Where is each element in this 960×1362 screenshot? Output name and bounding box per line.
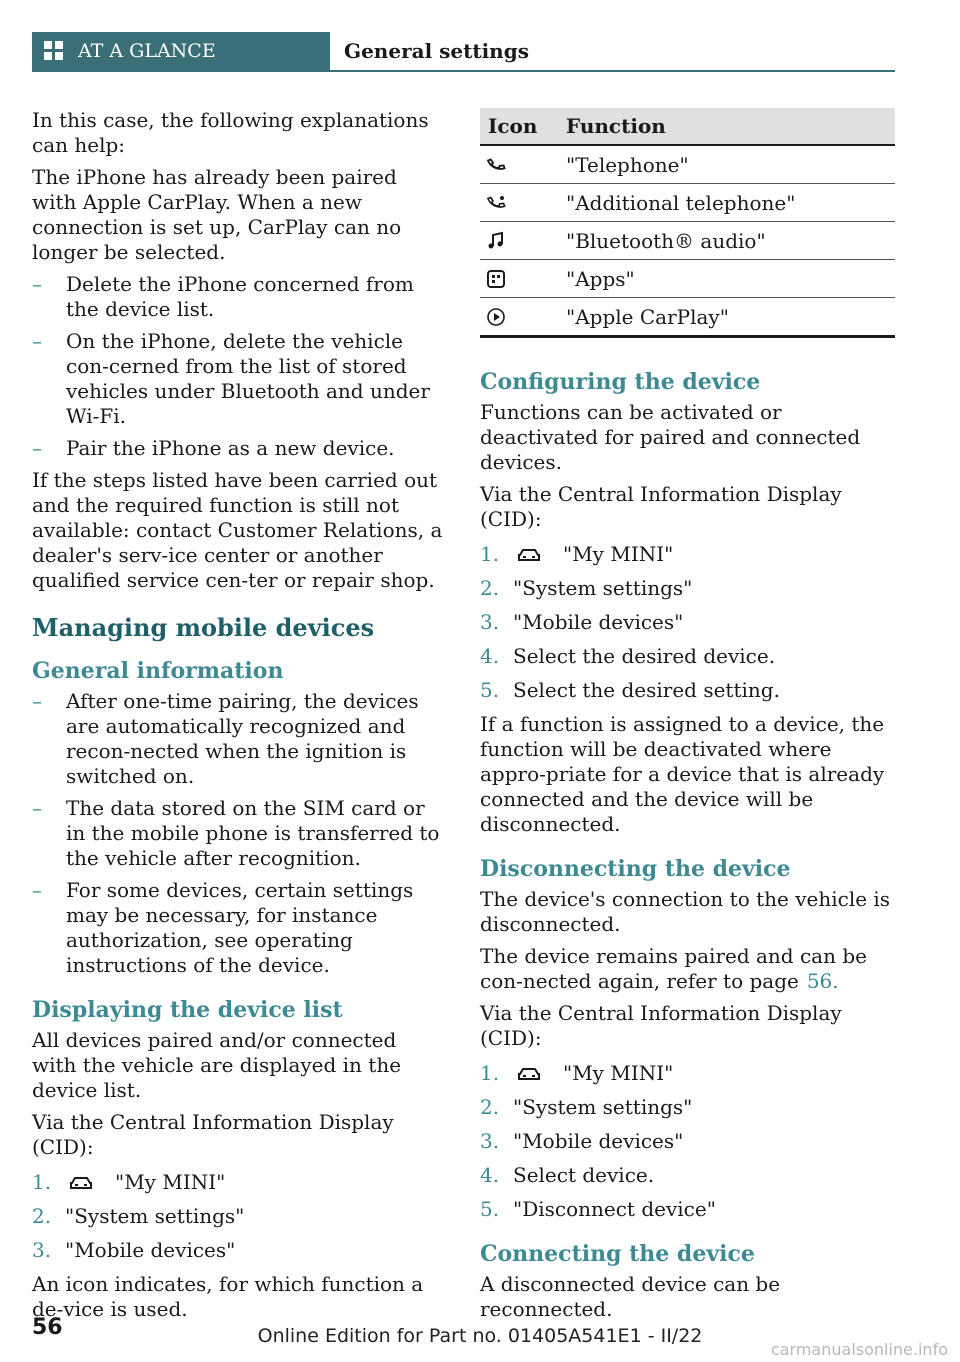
step-text: "Mobile devices" — [65, 1238, 236, 1262]
body-paragraph: If the steps listed have been carried out and the required function is still not available: contact Customer Relations, a dealer's serv‐ice center or another qualified service cen‐ter or repair shop. — [32, 468, 443, 592]
step-item — [480, 542, 895, 567]
step-number: 1. — [480, 542, 500, 566]
list-item: – Delete the iPhone concerned from the device list. — [32, 272, 447, 322]
step-text: "System settings" — [513, 1095, 693, 1119]
step-text: "My MINI" — [563, 542, 674, 566]
icon-function-table — [480, 108, 895, 338]
step-text: "My MINI" — [563, 1061, 674, 1085]
table-row — [480, 260, 895, 298]
body-paragraph: Via the Central Information Display (CID): — [480, 482, 842, 531]
edition-footer: Online Edition for Part no. 01405A541E1 - II/22 — [257, 1325, 703, 1347]
right-column — [480, 350, 895, 1329]
step-item — [480, 1129, 895, 1154]
subsection-heading: Connecting the device — [480, 1241, 755, 1267]
list-item: – For some devices, certain settings may be necessary, for instance authorization, see operating instructions of the device. — [32, 878, 447, 978]
step-item — [480, 644, 895, 669]
music-note-icon — [480, 222, 558, 260]
body-paragraph: Via the Central Information Display (CID): — [480, 1001, 842, 1050]
body-text: The device remains paired and can be con‐nected again, refer to page — [480, 944, 867, 993]
step-item — [32, 1238, 447, 1263]
car-icon — [517, 1067, 541, 1081]
body-paragraph: All devices paired and/or connected with the vehicle are displayed in the device list. — [32, 1028, 402, 1102]
left-column — [32, 108, 447, 1329]
list-item: – On the iPhone, delete the vehicle con‐cerned from the list of stored vehicles under Bluetooth and under Wi-Fi. — [32, 329, 447, 429]
step-text: "Disconnect device" — [513, 1197, 716, 1221]
additional-phone-icon — [480, 184, 558, 222]
step-number: 5. — [480, 678, 500, 702]
step-number: 4. — [480, 1163, 500, 1187]
function-cell: "Bluetooth® audio" — [558, 222, 895, 260]
step-item — [480, 1163, 895, 1188]
section-tab — [32, 32, 330, 70]
subsection-heading: Configuring the device — [480, 369, 761, 395]
body-paragraph: The device's connection to the vehicle is disconnected. — [480, 887, 891, 936]
config-steps — [480, 542, 895, 703]
apps-icon — [480, 260, 558, 298]
function-cell: "Apple CarPlay" — [558, 298, 895, 337]
step-text: "My MINI" — [115, 1170, 226, 1194]
page-number: 56 — [32, 1315, 63, 1340]
step-text: "Mobile devices" — [513, 610, 684, 634]
grid-icon — [44, 41, 64, 61]
step-number: 1. — [32, 1170, 52, 1194]
step-text: Select the desired setting. — [513, 678, 780, 702]
step-text: Select device. — [513, 1163, 655, 1187]
function-cell: "Apps" — [558, 260, 895, 298]
body-paragraph: Via the Central Information Display (CID): — [32, 1110, 394, 1159]
step-text: "System settings" — [65, 1204, 245, 1228]
step-number: 3. — [480, 610, 500, 634]
section-heading: Managing mobile devices — [32, 613, 375, 642]
step-item — [480, 576, 895, 601]
subsection-heading: Displaying the device list — [32, 997, 343, 1023]
chapter-title: General settings — [344, 39, 529, 63]
step-number: 4. — [480, 644, 500, 668]
step-number: 2. — [32, 1204, 52, 1228]
display-steps — [32, 1170, 447, 1263]
function-cell: "Telephone" — [558, 145, 895, 184]
step-item — [32, 1170, 447, 1195]
list-item: – After one-time pairing, the devices are automatically recognized and recon‐nected when the ignition is switched on. — [32, 689, 447, 789]
section-label: AT A GLANCE — [78, 40, 216, 62]
page-header — [32, 32, 895, 72]
step-number: 3. — [32, 1238, 52, 1262]
step-number: 2. — [480, 1095, 500, 1119]
table-row — [480, 298, 895, 337]
troubleshoot-list — [32, 272, 447, 461]
general-info-list — [32, 689, 447, 978]
table-row — [480, 184, 895, 222]
step-text: "System settings" — [513, 576, 693, 600]
step-number: 5. — [480, 1197, 500, 1221]
table-header-row — [480, 108, 895, 145]
step-number: 1. — [480, 1061, 500, 1085]
table-row — [480, 145, 895, 184]
intro-paragraph: The iPhone has already been paired with Apple CarPlay. When a new connection is set up, CarPlay can no longer be selected. — [32, 165, 402, 264]
phone-icon — [480, 145, 558, 184]
disconnect-steps — [480, 1061, 895, 1222]
body-paragraph: An icon indicates, for which function a de‐vice is used. — [32, 1272, 424, 1321]
subsection-heading: General information — [32, 658, 284, 684]
carplay-icon — [480, 298, 558, 337]
list-item: – The data stored on the SIM card or in the mobile phone is transferred to the vehicle after recognition. — [32, 796, 447, 871]
step-item — [480, 1197, 895, 1222]
car-icon — [69, 1176, 93, 1190]
page-reference-link[interactable]: 56. — [806, 969, 839, 993]
table-row — [480, 222, 895, 260]
function-cell: "Additional telephone" — [558, 184, 895, 222]
body-paragraph: If a function is assigned to a device, the function will be deactivated where appro‐priate for a device that is already connected and the device will be disconnected. — [480, 712, 885, 836]
body-paragraph: Functions can be activated or deactivated for paired and connected devices. — [480, 400, 861, 474]
step-item — [480, 1061, 895, 1086]
step-number: 2. — [480, 576, 500, 600]
list-item: – Pair the iPhone as a new device. — [32, 436, 447, 461]
column-header-icon: Icon — [480, 108, 558, 145]
step-number: 3. — [480, 1129, 500, 1153]
step-item — [480, 1095, 895, 1120]
column-header-function: Function — [558, 108, 895, 145]
watermark: carmanualsonline.info — [770, 1340, 948, 1359]
step-item — [32, 1204, 447, 1229]
subsection-heading: Disconnecting the device — [480, 856, 791, 882]
body-paragraph: A disconnected device can be reconnected. — [480, 1272, 781, 1321]
body-paragraph — [480, 944, 895, 994]
intro-paragraph: In this case, the following explanations can help: — [32, 108, 429, 157]
car-icon — [517, 548, 541, 562]
step-text: "Mobile devices" — [513, 1129, 684, 1153]
step-item — [480, 678, 895, 703]
step-item — [480, 610, 895, 635]
step-text: Select the desired device. — [513, 644, 776, 668]
